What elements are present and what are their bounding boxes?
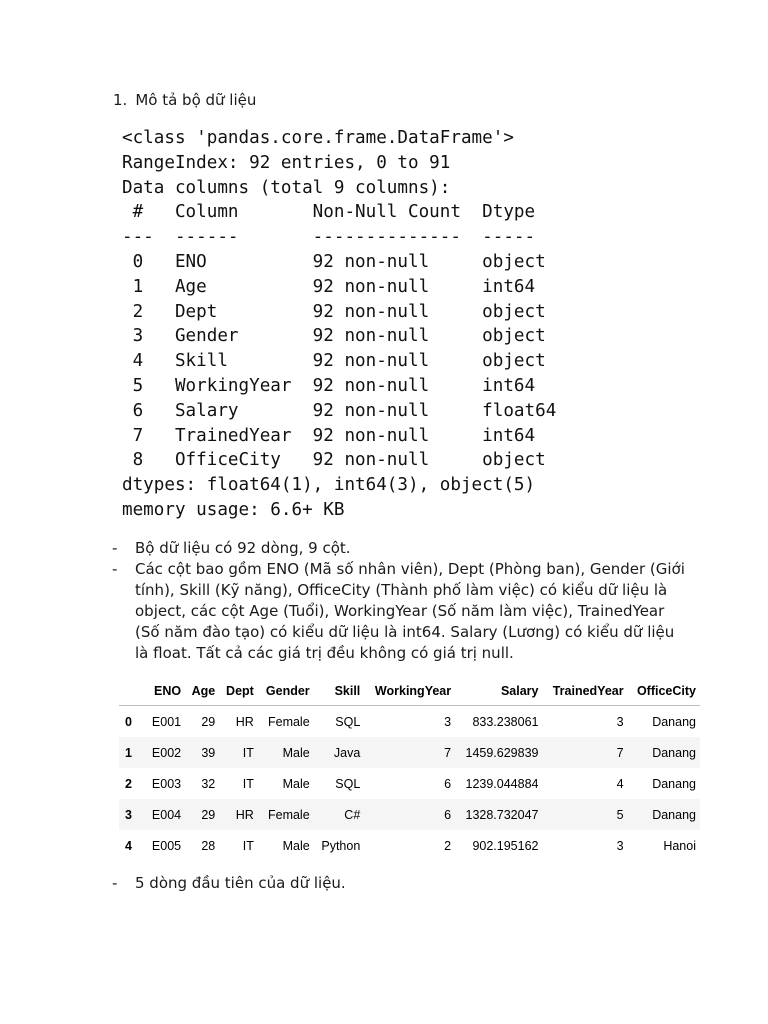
section-heading <box>113 91 256 109</box>
bullet-item <box>112 873 692 894</box>
code-line: 1 Age 92 non-null int64 <box>122 276 557 297</box>
table-cell: IT <box>242 838 254 853</box>
column-header: Age <box>185 676 219 706</box>
table-cell: Female <box>267 714 310 729</box>
table-cell: Java <box>333 745 361 760</box>
table-cell: E002 <box>151 745 182 760</box>
dataframe-info-output <box>122 126 556 523</box>
code-line: 2 Dept 92 non-null object <box>122 301 557 322</box>
column-header: Skill <box>314 676 365 706</box>
code-line: RangeIndex: 92 entries, 0 to 91 <box>122 152 451 173</box>
bullet-dash: - <box>112 560 118 578</box>
table-cell: E003 <box>151 776 182 791</box>
table-cell: 2 <box>444 838 452 853</box>
code-line: 7 TrainedYear 92 non-null int64 <box>122 425 557 446</box>
table-row <box>119 799 700 830</box>
table-cell: E004 <box>151 807 182 822</box>
code-line: memory usage: 6.6+ KB <box>122 499 345 520</box>
table-cell: Danang <box>652 714 696 729</box>
table-cell: HR <box>235 807 254 822</box>
code-line: 3 Gender 92 non-null object <box>122 326 557 347</box>
code-line: 6 Salary 92 non-null float64 <box>122 400 557 421</box>
column-header: WorkingYear <box>364 676 455 706</box>
table-row <box>119 706 700 738</box>
row-index: 1 <box>125 745 132 760</box>
table-cell: 3 <box>616 838 624 853</box>
index-header <box>119 676 145 706</box>
table-cell: 7 <box>616 745 624 760</box>
code-line: 5 WorkingYear 92 non-null int64 <box>122 375 557 396</box>
table-cell: 32 <box>201 776 216 791</box>
table-cell: E001 <box>151 714 182 729</box>
table-row <box>119 830 700 861</box>
table-cell: Female <box>267 807 310 822</box>
table-cell: 5 <box>616 807 624 822</box>
table-cell: HR <box>235 714 254 729</box>
table-cell: 4 <box>616 776 624 791</box>
table-cell: Danang <box>652 776 696 791</box>
code-line: <class 'pandas.core.frame.DataFrame'> <box>122 128 514 148</box>
bullet-text: Các cột bao gồm ENO (Mã số nhân viên), Dept (Phòng ban), Gender (Giới tính), Skill (Kỹ năng), OfficeCity (Thành phố làm việc) có kiểu dữ liệu là object, các cột Age (Tuổi), WorkingYear (Số năm làm việc), TrainedYear (Số năm đào tạo) có kiểu dữ liệu là int64. Salary (Lương) có kiểu dữ liệu là float. Tất cả các giá trị đều không có giá trị null. <box>135 560 685 662</box>
table-cell: Python <box>321 838 361 853</box>
table-cell: IT <box>242 776 254 791</box>
table-cell: 1328.732047 <box>465 807 539 822</box>
table-cell: E005 <box>151 838 182 853</box>
code-line: --- ------ -------------- ----- <box>122 227 557 248</box>
table-cell: Danang <box>652 745 696 760</box>
table-cell: 6 <box>444 807 452 822</box>
table-cell: 39 <box>201 745 216 760</box>
heading-number: 1. <box>113 91 128 109</box>
row-index: 0 <box>125 714 132 729</box>
table-cell: 3 <box>616 714 624 729</box>
bullet-text: 5 dòng đầu tiên của dữ liệu. <box>135 874 346 892</box>
table-cell: 29 <box>201 807 216 822</box>
column-header: TrainedYear <box>543 676 628 706</box>
table-cell: 28 <box>201 838 216 853</box>
description-bullets <box>112 538 692 664</box>
table-cell: 1239.044884 <box>465 776 539 791</box>
table-cell: Male <box>282 745 310 760</box>
table-cell: SQL <box>335 776 361 791</box>
row-index: 2 <box>125 776 132 791</box>
table-row <box>119 768 700 799</box>
column-header: ENO <box>145 676 185 706</box>
table-cell: Male <box>282 776 310 791</box>
row-index: 4 <box>125 838 132 853</box>
table-cell: 6 <box>444 776 452 791</box>
column-header: Dept <box>219 676 258 706</box>
row-index: 3 <box>125 807 132 822</box>
table-row <box>119 737 700 768</box>
table-cell: Danang <box>652 807 696 822</box>
table-header-row <box>119 676 700 706</box>
bullet-text: Bộ dữ liệu có 92 dòng, 9 cột. <box>135 539 351 557</box>
code-line: 8 OfficeCity 92 non-null object <box>122 450 557 471</box>
table-cell: 29 <box>201 714 216 729</box>
table-cell: SQL <box>335 714 361 729</box>
code-line: 4 Skill 92 non-null object <box>122 351 557 372</box>
table-cell: 1459.629839 <box>465 745 539 760</box>
heading-text: Mô tả bộ dữ liệu <box>135 91 257 109</box>
table-cell: IT <box>242 745 254 760</box>
table-cell: Male <box>282 838 310 853</box>
bullet-dash: - <box>112 539 118 557</box>
bullet-item <box>112 559 692 664</box>
table-caption-bullets <box>112 873 692 894</box>
table-cell: C# <box>344 807 361 822</box>
code-line: dtypes: float64(1), int64(3), object(5) <box>122 475 536 496</box>
code-line: 0 ENO 92 non-null object <box>122 251 557 272</box>
table-cell: 3 <box>444 714 452 729</box>
bullet-dash: - <box>112 874 118 892</box>
table-cell: Hanoi <box>663 838 696 853</box>
column-header: Salary <box>455 676 542 706</box>
table-cell: 7 <box>444 745 452 760</box>
dataframe-head-table <box>119 676 700 861</box>
bullet-item <box>112 538 692 559</box>
code-line: Data columns (total 9 columns): <box>122 177 451 198</box>
table-cell: 902.195162 <box>472 838 539 853</box>
code-line: # Column Non-Null Count Dtype <box>122 202 557 223</box>
column-header: OfficeCity <box>628 676 700 706</box>
column-header: Gender <box>258 676 314 706</box>
table-cell: 833.238061 <box>472 714 539 729</box>
